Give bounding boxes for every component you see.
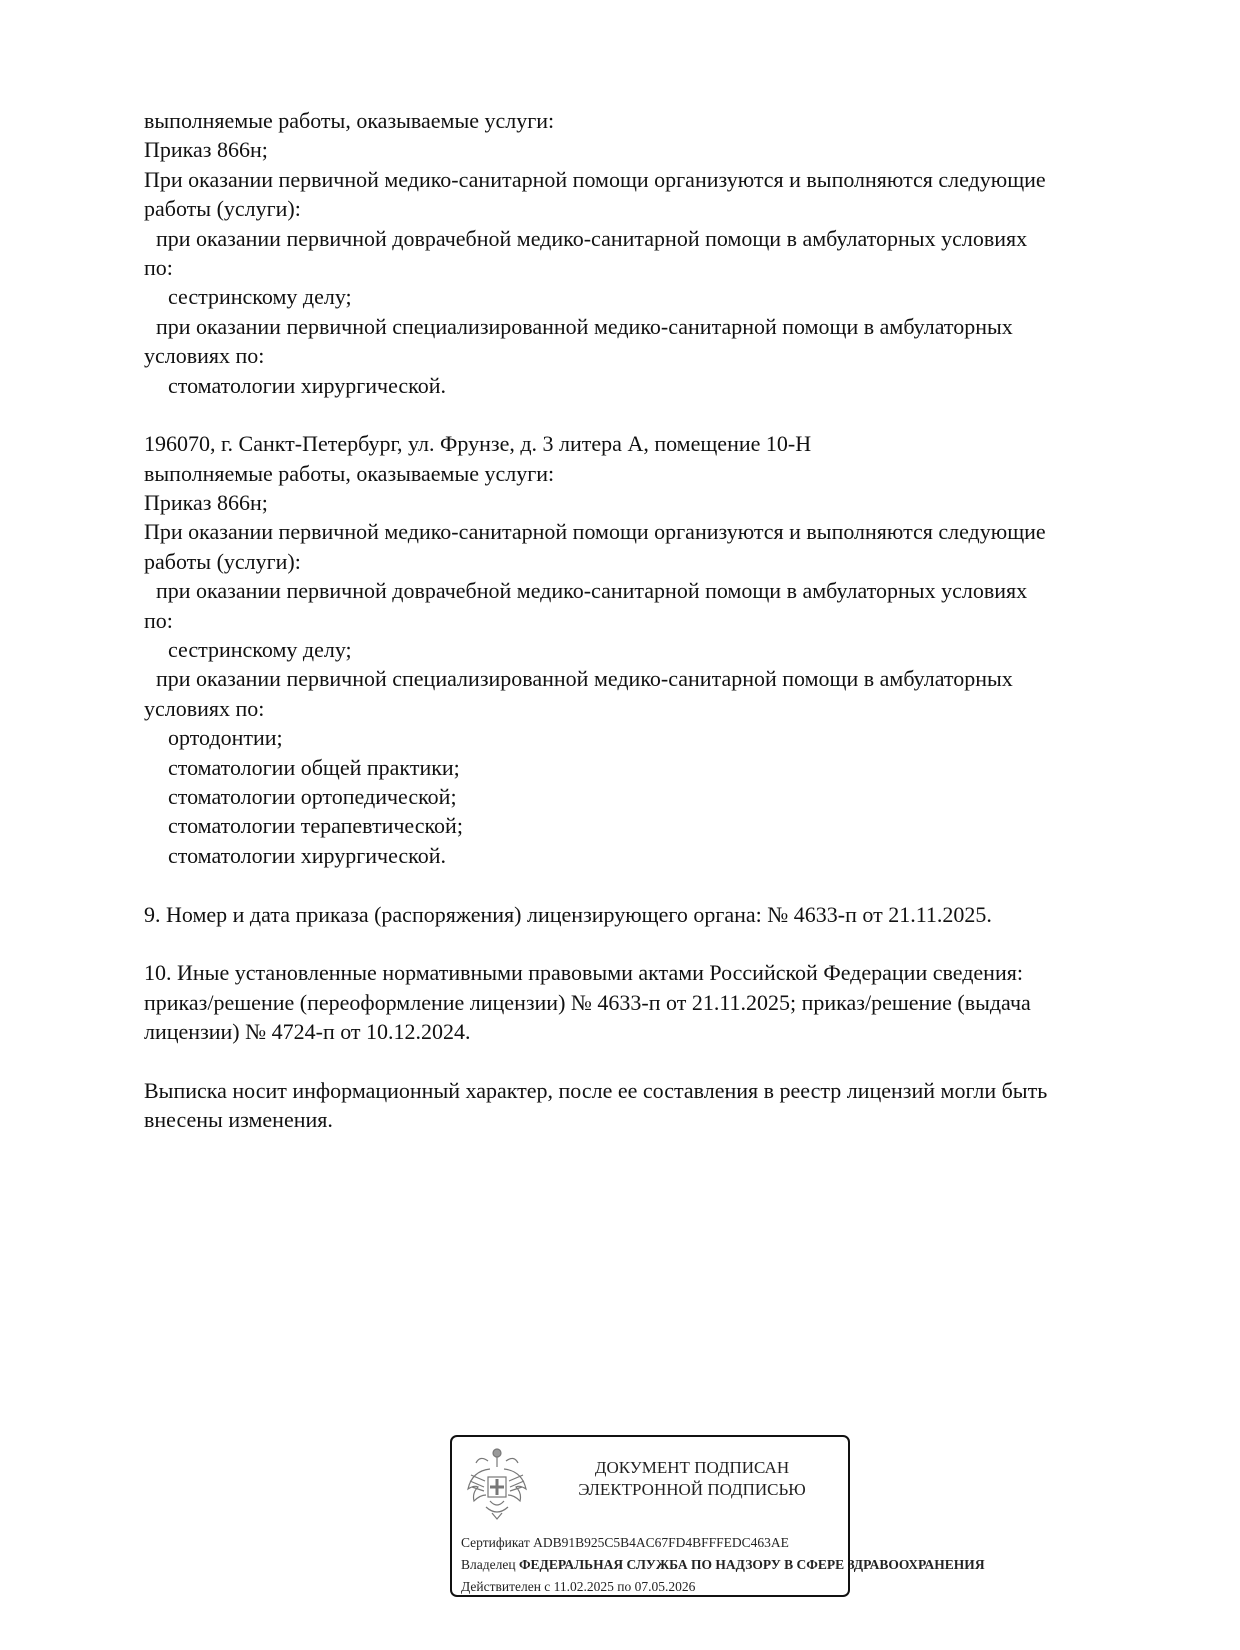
text-line: лицензии) № 4724-п от 10.12.2024.	[144, 1019, 471, 1045]
text-line: выполняемые работы, оказываемые услуги:	[144, 108, 555, 133]
disclaimer-note	[144, 1076, 1164, 1135]
stamp-title-line-2: ЭЛЕКТРОННОЙ ПОДПИСЬЮ	[578, 1480, 806, 1499]
text-line: ортодонтии;	[168, 725, 283, 751]
text-line: при оказании первичной доврачебной медико-санитарной помощи в амбулаторных условиях	[156, 578, 1028, 604]
text-line: при оказании первичной доврачебной медико-санитарной помощи в амбулаторных условиях	[156, 225, 1028, 251]
item-10	[144, 958, 1164, 1046]
address-line: 196070, г. Санкт-Петербург, ул. Фрунзе, д. 3 литера А, помещение 10-Н	[144, 431, 812, 457]
text-line: При оказании первичной медико-санитарной помощи организуются и выполняются следующие	[144, 166, 1046, 192]
item-9: 9. Номер и дата приказа (распоряжения) лицензирующего органа: № 4633-п от 21.11.2025.	[144, 901, 992, 927]
owner-label: Владелец	[461, 1557, 516, 1572]
text-line: условиях по:	[144, 695, 265, 721]
text-line: стоматологии хирургической.	[168, 372, 446, 398]
text-line: стоматологии общей практики;	[168, 754, 460, 780]
text-line: по:	[144, 254, 173, 280]
certificate-value: ADB91B925C5B4AC67FD4BFFFEDC463AE	[533, 1535, 789, 1550]
text-line: Приказ 866н;	[144, 137, 268, 163]
owner-value: ФЕДЕРАЛЬНАЯ СЛУЖБА ПО НАДЗОРУ В СФЕРЕ ЗДРАВООХРАНЕНИЯ	[518, 1557, 985, 1572]
certificate-line	[461, 1535, 789, 1551]
text-line: выполняемые работы, оказываемые услуги:	[144, 460, 555, 486]
text-line: сестринскому делу;	[168, 637, 352, 663]
text-line: условиях по:	[144, 343, 265, 369]
text-line: Приказ 866н;	[144, 490, 268, 516]
text-line: при оказании первичной специализированной медико-санитарной помощи в амбулаторных	[156, 666, 1013, 692]
owner-line	[461, 1557, 985, 1573]
text-line: стоматологии терапевтической;	[168, 813, 463, 839]
text-line: внесены изменения.	[144, 1107, 333, 1133]
text-line: Выписка носит информационный характер, после ее составления в реестр лицензий могли быть	[144, 1077, 1048, 1103]
text-line: При оказании первичной медико-санитарной помощи организуются и выполняются следующие	[144, 519, 1046, 545]
text-line: по:	[144, 607, 173, 633]
certificate-label: Сертификат	[461, 1535, 530, 1550]
stamp-title	[542, 1457, 842, 1501]
text-line: работы (услуги):	[144, 196, 301, 222]
text-line: сестринскому делу;	[168, 284, 352, 310]
coat-of-arms-emblem-icon	[466, 1445, 528, 1521]
text-line: работы (услуги):	[144, 548, 301, 574]
validity-line: Действителен с 11.02.2025 по 07.05.2026	[461, 1579, 696, 1594]
text-line: приказ/решение (переоформление лицензии) № 4633-п от 21.11.2025; приказ/решение (выдача	[144, 989, 1031, 1015]
license-block-1	[144, 106, 1164, 400]
electronic-signature-stamp	[450, 1435, 985, 1597]
text-line: 10. Иные установленные нормативными правовыми актами Российской Федерации сведения:	[144, 960, 1023, 986]
text-line: стоматологии ортопедической;	[168, 783, 457, 809]
text-line: при оказании первичной специализированной медико-санитарной помощи в амбулаторных	[156, 313, 1013, 339]
text-line: стоматологии хирургической.	[168, 842, 446, 868]
stamp-title-line-1: ДОКУМЕНТ ПОДПИСАН	[594, 1458, 790, 1477]
license-block-2	[144, 429, 1164, 870]
document-body	[144, 106, 1164, 1135]
